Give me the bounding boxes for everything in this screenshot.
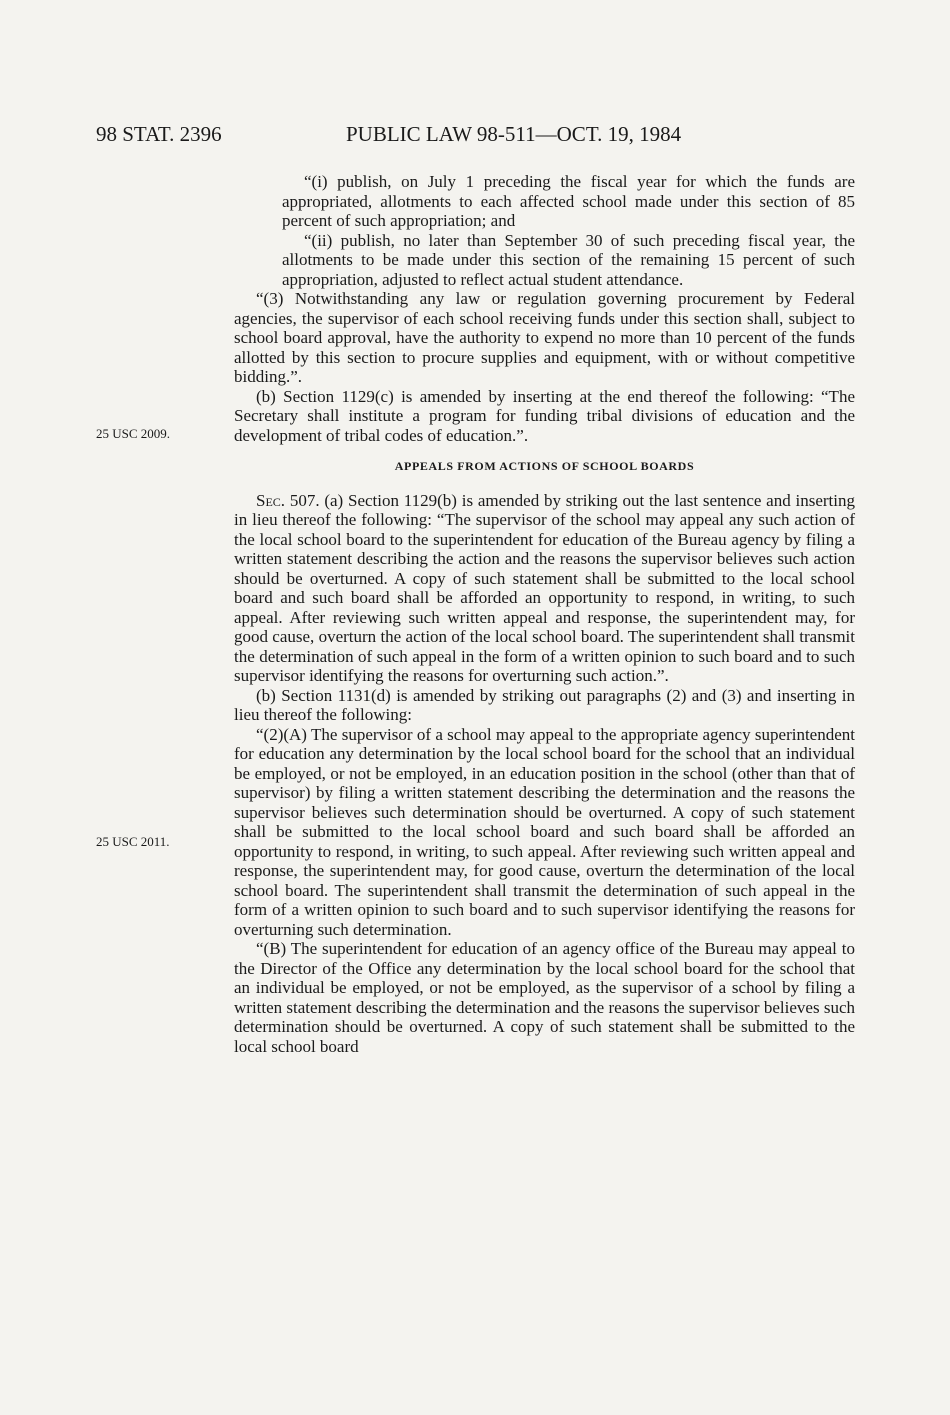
margin-note-usc-2011: 25 USC 2011. (96, 834, 170, 849)
paragraph-2b: “(B) The superintendent for education of an agency office of the Bureau may appeal to the Director of the Office any determination by the local school board for the school that an individual be employed, or not be employed, as the supervisor of a school by filing a written statement describing the determination and the reasons the supervisor believes such determination should be overturned. A copy of such statement shall be submitted to the local school board (234, 939, 855, 1056)
section-507-text: 507. (a) Section 1129(b) is amended by striking out the last sentence and inserting in lieu thereof the following: “The supervisor of the school may appeal any such action of the local school board to the superintendent for education of the Bureau agency by filing a written statement describing the action and the reasons the supervisor believes such action should be overturned. A copy of such statement shall be submitted to the local school board and such board shall be afforded an opportunity to respond, in writing, to such appeal. After reviewing such written appeal and response, the superintendent may, for good cause, overturn the action of the local school board. The superintendent shall transmit the determination of such appeal in the form of a written opinion to such board and to such supervisor identifying the reasons for overturning such action.”. (234, 490, 855, 685)
public-law-title: PUBLIC LAW 98-511—OCT. 19, 1984 (346, 122, 682, 146)
paragraph-b-1129c: (b) Section 1129(c) is amended by inserting at the end thereof the following: “The Secretary shall institute a program for funding tribal divisions of education and the development of tribal codes of education.”. (234, 386, 855, 445)
page-header (96, 122, 856, 152)
paragraph-3: “(3) Notwithstanding any law or regulation governing procurement by Federal agencies, the supervisor of each school receiving funds under this section shall, subject to school board approval, have the authority to expend no more than 10 percent of the funds allotted by this section to procure supplies and equipment, with or without competitive bidding.”. (234, 289, 855, 386)
section-label: Sec. (256, 490, 286, 510)
paragraph-2a: “(2)(A) The supervisor of a school may appeal to the appropriate agency superintendent for education any determination by the local school board for the school that an individual be employed, or not be employed, in an education position in the school (other than that of supervisor) by filing a written statement describing the determination and the reasons the supervisor believes such determination should be overturned. A copy of such statement shall be submitted to the local school board and such board shall be afforded an opportunity to respond, in writing, to such appeal. After reviewing such written appeal and response, the superintendent may, for good cause, overturn the determination of the local school board. The superintendent shall transmit the determination of such appeal in the form of a written opinion to such board and to such supervisor identifying the reasons for overturning such determination. (234, 724, 855, 939)
section-507-paragraph (234, 491, 855, 686)
paragraph-b-1131d: (b) Section 1131(d) is amended by striking out paragraphs (2) and (3) and inserting in lieu thereof the following: (234, 685, 855, 724)
section-heading: APPEALS FROM ACTIONS OF SCHOOL BOARDS (394, 459, 695, 473)
margin-note-usc-2009: 25 USC 2009. (96, 426, 171, 441)
paragraph-i: “(i) publish, on July 1 preceding the fiscal year for which the funds are appropriated, allotments to each affected school made under this section of 85 percent of such appropriation; and (282, 172, 855, 230)
document-body (234, 172, 855, 1056)
statute-page-number: 98 STAT. 2396 (96, 122, 222, 146)
paragraph-ii: “(ii) publish, no later than September 30 of such preceding fiscal year, the allotments to be made under this section of the remaining 15 percent of such appropriation, adjusted to reflect actual student attendance. (282, 230, 855, 289)
